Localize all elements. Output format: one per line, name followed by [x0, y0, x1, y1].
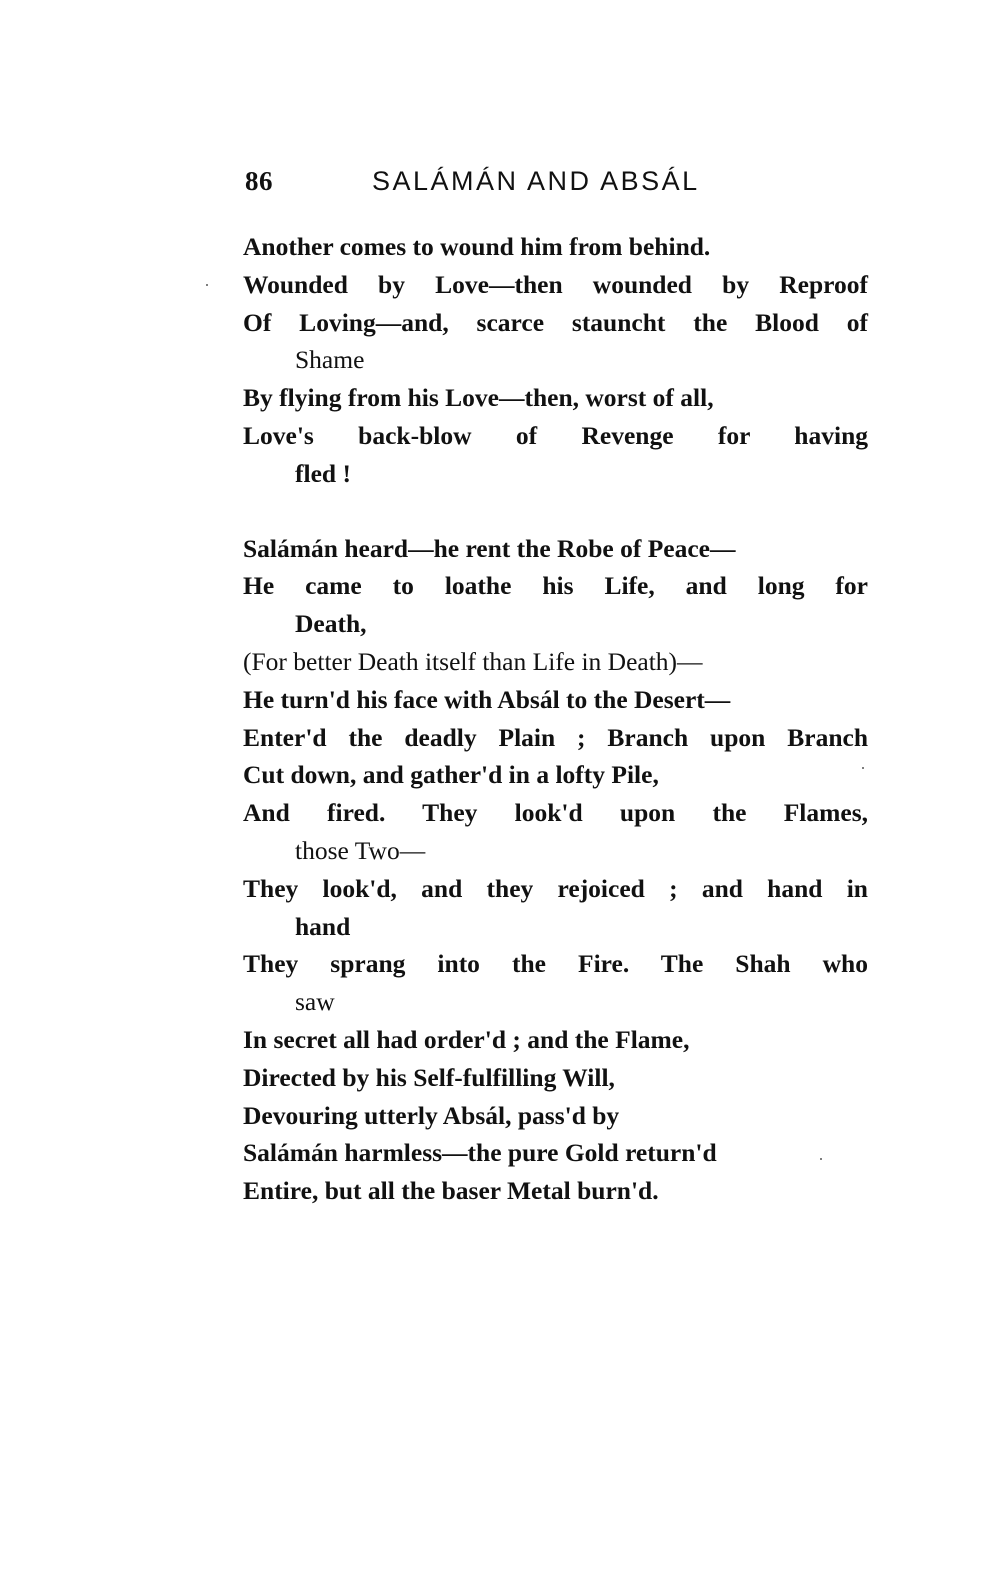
poem-line: (For better Death itself than Life in Death)— — [243, 646, 703, 676]
poem-line: Cut down, and gather'd in a lofty Pile, — [243, 760, 659, 790]
poem-line-continuation: Shame — [295, 345, 365, 375]
poem-line: Entire, but all the baser Metal burn'd. — [243, 1176, 659, 1206]
poem-line: And fired. They look'd upon the Flames, — [243, 798, 868, 828]
stanza-2 — [243, 530, 868, 1210]
poem-line: Salámán heard—he rent the Robe of Peace— — [243, 533, 736, 563]
poem-line: Directed by his Self-fulfilling Will, — [243, 1062, 615, 1092]
poem-line: Devouring utterly Absál, pass'd by — [243, 1100, 620, 1130]
poem-line: By flying from his Love—then, worst of all, — [243, 383, 714, 413]
poem-line: In secret all had order'd ; and the Flame, — [243, 1024, 690, 1054]
poem-line: He turn'd his face with Absál to the Desert— — [243, 684, 731, 714]
scan-speck — [820, 1158, 822, 1160]
poem-line-continuation: those Two— — [295, 835, 426, 865]
page-header — [245, 166, 870, 206]
poem-line-continuation: hand — [295, 911, 351, 941]
poem-line: Enter'd the deadly Plain ; Branch upon Branch — [243, 722, 868, 752]
poem-line: He came to loathe his Life, and long for — [243, 571, 868, 601]
poem-line: Love's back-blow of Revenge for having — [243, 420, 868, 450]
poem-line: Wounded by Love—then wounded by Reproof — [243, 269, 868, 299]
poem-line-continuation: saw — [295, 987, 335, 1017]
poem-line: They sprang into the Fire. The Shah who — [243, 949, 868, 979]
poem-line: Another comes to wound him from behind. — [243, 232, 711, 261]
poem-line-continuation: Death, — [295, 609, 367, 639]
scan-speck — [862, 767, 864, 769]
poem-body — [243, 228, 868, 1210]
poem-line: Of Loving—and, scarce stauncht the Blood of — [243, 307, 868, 337]
poem-line: They look'd, and they rejoiced ; and hand in — [243, 873, 868, 903]
poem-line: Salámán harmless—the pure Gold return'd — [243, 1138, 717, 1168]
stanza-1 — [243, 228, 868, 493]
page-number: 86 — [245, 166, 273, 196]
scan-speck — [206, 284, 208, 286]
poem-line-continuation: fled ! — [295, 458, 351, 488]
running-title: SALÁMÁN AND ABSÁL — [372, 166, 700, 196]
